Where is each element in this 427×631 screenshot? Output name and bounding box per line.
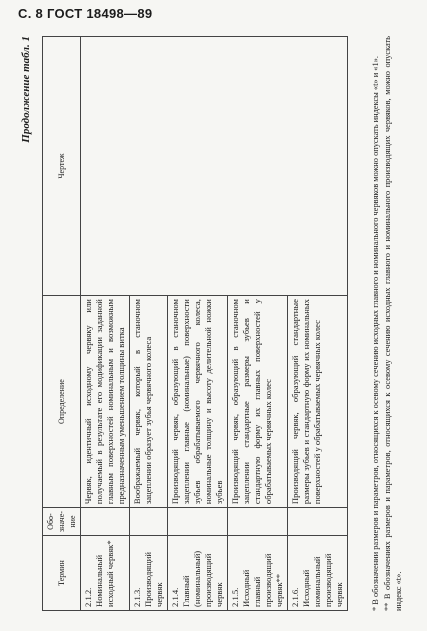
header-drawing: Чертеж bbox=[43, 37, 81, 296]
term-number: 2.1.2. bbox=[83, 587, 93, 607]
term-text: Производящий червяк bbox=[143, 552, 164, 607]
table-row bbox=[81, 37, 130, 611]
code-cell bbox=[81, 508, 130, 536]
term-cell bbox=[130, 536, 168, 611]
rotated-table-sheet bbox=[20, 36, 420, 611]
term-cell bbox=[228, 536, 288, 611]
footnote: * В обозначении размеров и параметров, относящихся к осевому сечению исходных главного и номинального червяков можно опускать индексы «t» и «1». bbox=[371, 56, 380, 611]
definition-cell: Производящий червяк, образующий стандартные размеры зубьев и стандартную форму их номинальных поверхностей у обрабатываемых червячных колес bbox=[288, 296, 348, 508]
continuation-label: Продолжение табл. 1 bbox=[20, 36, 32, 143]
definition-cell: Червяк, идентичный исходному червяку или получаемый в результате его модификации заданной главным поверхностей номинальным и возможным предназначенным уменьшением толщины витка bbox=[81, 296, 130, 508]
term-number: 2.1.3. bbox=[132, 587, 142, 607]
drawing-cell bbox=[81, 37, 348, 296]
table-header-row bbox=[43, 37, 81, 611]
term-cell bbox=[168, 536, 228, 611]
code-cell bbox=[130, 508, 168, 536]
term-text: Главный (номинальный) производящий червяк bbox=[181, 550, 224, 607]
header-code: Обо-значе-ние bbox=[43, 508, 81, 536]
code-cell bbox=[228, 508, 288, 536]
terms-table bbox=[42, 36, 348, 611]
header-definition: Определение bbox=[43, 296, 81, 508]
term-text: Исходный главный производящий червяк** bbox=[241, 553, 284, 607]
header-term: Термин bbox=[43, 536, 81, 611]
page-header: С. 8 ГОСТ 18498—89 bbox=[18, 6, 153, 21]
code-cell bbox=[288, 508, 348, 536]
footnote: ** В обозначениях размеров и параметров, относящихся к осевому сечению исходных главного и номинального производящих червяков, можно опускать индекс «t». bbox=[382, 36, 403, 611]
term-text: Номинальный исходный червяк* bbox=[94, 540, 115, 607]
definition-cell: Производящий червяк, образующий в станочном зацеплении стандартные размеры зубьев и стандартную форму их главных поверхностей у обрабатываемых червячных колес bbox=[228, 296, 288, 508]
term-cell bbox=[288, 536, 348, 611]
definition-cell: Воображаемый червяк, который в станочном зацеплении образует зубья червячного колеса bbox=[130, 296, 168, 508]
term-cell bbox=[81, 536, 130, 611]
term-number: 2.1.6. bbox=[290, 587, 300, 607]
term-number: 2.1.5. bbox=[230, 587, 240, 607]
footnotes bbox=[370, 36, 405, 611]
term-number: 2.1.4. bbox=[170, 587, 180, 607]
term-text: Исходный номинальный производящий червяк bbox=[301, 553, 344, 607]
definition-cell: Производящий червяк, образующий в станочном зацеплении главные (номинальные) поверхности зубьев обрабатываемого червячного колеса, номинальные толщину и высоту делительной ножки зубьев bbox=[168, 296, 228, 508]
code-cell bbox=[168, 508, 228, 536]
